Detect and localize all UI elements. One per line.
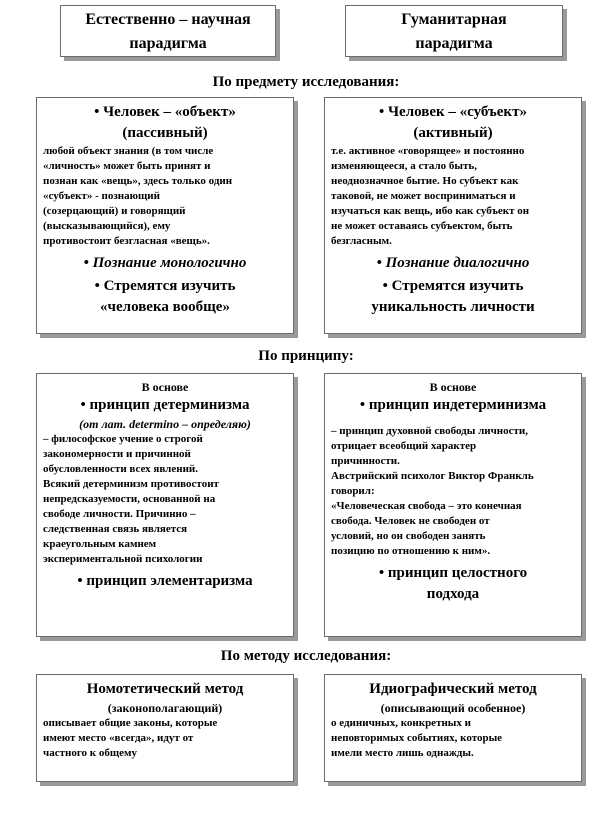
section-principle-heading: По принципу: [258, 348, 354, 364]
text-line: безгласным. [331, 235, 392, 247]
text-line: изменяющееся, а стало быть, [331, 160, 477, 172]
text-line: свобода. Человек не свободен от [331, 515, 490, 527]
subject-left-text [37, 144, 293, 249]
principle-right-box [324, 373, 582, 637]
principle-right-text [325, 424, 581, 559]
text-line: «Человеческая свобода – это конечная [331, 500, 522, 512]
principle-left-bullet-elementarism: • принцип элементаризма [77, 573, 253, 589]
principle-left-box [36, 373, 294, 637]
text-line: следственная связь является [43, 523, 188, 535]
text-line: непредсказуемости, основанной на [43, 493, 216, 505]
text-line: Всякий детерминизм противостоит [43, 478, 219, 490]
text-line: противостоит безгласная «вещь». [43, 235, 210, 247]
header-right-line-2: парадигма [415, 35, 493, 52]
subject-right-subtitle: (активный) [413, 125, 493, 141]
subject-left-subtitle: (пассивный) [122, 125, 208, 141]
subject-right-box [324, 97, 582, 334]
humanitarian-paradigm-header [345, 5, 563, 57]
subject-left-bullet-monologic: • Познание монологично [83, 255, 247, 271]
text-line: – философское учение о строгой [43, 433, 203, 445]
text-line: изучаться как вещь, ибо как субъект он [331, 205, 530, 217]
text-line: частного к общему [43, 747, 138, 759]
text-line: условий, но он свободен занять [331, 530, 486, 542]
section-subject-heading: По предмету исследования: [212, 74, 400, 90]
method-left-text [37, 716, 293, 761]
text-line: позицию по отношению к ним». [331, 545, 491, 557]
natural-science-paradigm-header [60, 5, 276, 57]
text-line: имели место лишь однажды. [331, 747, 474, 759]
header-left-line-2: парадигма [129, 35, 207, 52]
text-line: т.е. активное «говорящее» и постоянно [331, 145, 525, 157]
subject-left-title: • Человек – «объект» [94, 104, 236, 120]
principle-left-text [37, 432, 293, 567]
method-left-subtitle: (законополагающий) [107, 701, 223, 715]
method-right-subtitle: (описывающий особенное) [380, 701, 526, 715]
text-line: (созерцающий) и говорящий [43, 205, 186, 217]
text-line: не может оставаясь субъектом, быть [331, 220, 513, 232]
subject-left-bullet-study-a: • Стремятся изучить [94, 278, 236, 294]
text-line: (высказывающийся), ему [43, 220, 171, 232]
subject-left-box [36, 97, 294, 334]
principle-right-bullet-holistic-b: подхода [426, 586, 480, 602]
subject-right-bullet-dialogic: • Познание диалогично [376, 255, 530, 271]
section-method-heading: По методу исследования: [220, 648, 392, 664]
subject-left-bullet-study-b: «человека вообще» [100, 299, 230, 315]
principle-right-basis: В основе [429, 380, 477, 394]
text-line: имеют место «всегда», идут от [43, 732, 194, 744]
text-line: закономерности и причинной [43, 448, 191, 460]
text-line: неоднозначное бытие. Но субъект как [331, 175, 519, 187]
principle-right-title: • принцип индетерминизма [359, 397, 547, 413]
text-line: обусловленности всех явлений. [43, 463, 198, 475]
text-line: – принцип духовной свободы личности, [331, 425, 528, 437]
principle-right-bullet-holistic-a: • принцип целостного [378, 565, 528, 581]
principle-left-basis: В основе [141, 380, 189, 394]
text-line: говорил: [331, 485, 375, 497]
text-line: неповторимых событиях, которые [331, 732, 503, 744]
subject-right-bullet-study-b: уникальность личности [371, 299, 535, 315]
text-line: отрицает всеобщий характер [331, 440, 477, 452]
text-line: свободе личности. Причинно – [43, 508, 196, 520]
principle-left-title: • принцип детерминизма [80, 397, 250, 413]
method-left-box [36, 674, 294, 782]
text-line: любой объект знания (в том числе [43, 145, 214, 157]
method-left-title: Номотетический метод [86, 681, 244, 697]
text-line: таковой, не может восприниматься и [331, 190, 516, 202]
header-left-line-1: Естественно – научная [85, 11, 251, 28]
method-right-box [324, 674, 582, 782]
text-line: познан как «вещь», здесь только один [43, 175, 233, 187]
header-right-line-1: Гуманитарная [401, 11, 507, 28]
text-line: «субъект» - познающий [43, 190, 160, 202]
text-line: причинности. [331, 455, 400, 467]
method-right-text [325, 716, 581, 761]
text-line: Австрийский психолог Виктор Франкль [331, 470, 534, 482]
text-line: «личность» может быть принят и [43, 160, 211, 172]
text-line: о единичных, конкретных и [331, 717, 471, 729]
text-line: краеугольным камнем [43, 538, 157, 550]
text-line: экспериментальной психологии [43, 553, 203, 565]
method-right-title: Идиографический метод [369, 681, 537, 697]
principle-left-latin: (от лат. determino – определяю) [79, 417, 251, 431]
subject-right-title: • Человек – «субъект» [379, 104, 527, 120]
text-line: описывает общие законы, которые [43, 717, 218, 729]
subject-right-bullet-study-a: • Стремятся изучить [382, 278, 524, 294]
subject-right-text [325, 144, 581, 249]
